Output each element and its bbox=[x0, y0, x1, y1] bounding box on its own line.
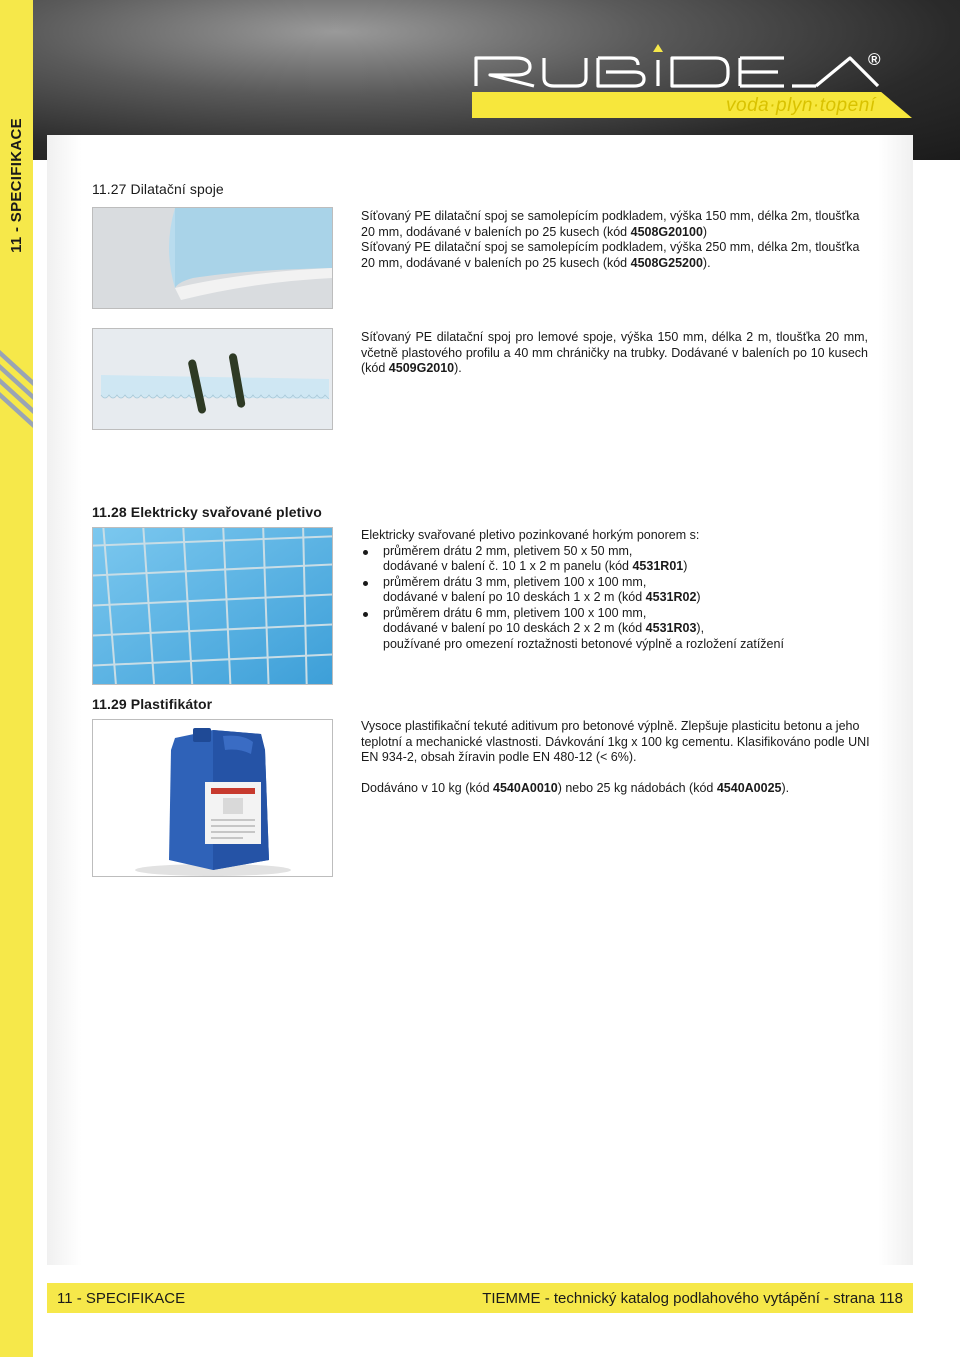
brand-slogan: voda·plyn·topení bbox=[726, 95, 876, 116]
photo-dilatation-strip bbox=[92, 207, 333, 309]
side-decor-stripes bbox=[0, 340, 33, 430]
code-4531R01: 4531R01 bbox=[632, 559, 684, 573]
mesh-b2-line1: průměrem drátu 3 mm, pletivem 100 x 100 mm, bbox=[383, 574, 647, 589]
footer-section-label: 11 - SPECIFIKACE bbox=[57, 1289, 186, 1307]
page-footer bbox=[47, 1283, 913, 1313]
item1-p2-end: ). bbox=[702, 255, 711, 270]
item2-end: ). bbox=[454, 361, 462, 375]
text-dilatation-item2 bbox=[361, 330, 868, 377]
section-title-11-28: 11.28 Elektricky svařované pletivo bbox=[92, 504, 322, 520]
mesh-b1-line1: průměrem drátu 2 mm, pletivem 50 x 50 mm, bbox=[383, 543, 633, 558]
code-4508G20100: 4508G20100 bbox=[630, 224, 703, 239]
plasticizer-pack-text2: ) nebo 25 kg nádobách (kód bbox=[557, 780, 717, 795]
photo-plasticizer-canister bbox=[92, 719, 333, 877]
registered-mark: ® bbox=[868, 50, 881, 69]
mesh-intro: Elektricky svařované pletivo pozinkované horkým ponorem s: bbox=[361, 528, 700, 542]
footer-catalog-page: TIEMME - technický katalog podlahového vytápění - strana 118 bbox=[482, 1289, 903, 1307]
plasticizer-packaging bbox=[361, 781, 873, 797]
mesh-b1-end: ) bbox=[683, 559, 688, 573]
code-4540A0025: 4540A0025 bbox=[716, 780, 782, 795]
item1-p2-text: Síťovaný PE dilatační spoj se samolepícím podkladem, výška 250 mm, délka 2m, tloušťka 20 mm, dodávané v baleních po 25 kusech (kód bbox=[361, 240, 860, 270]
code-4531R02: 4531R02 bbox=[645, 590, 697, 604]
item1-p1-text: Síťovaný PE dilatační spoj se samolepícím podkladem, výška 150 mm, délka 2m, tloušťka 20 mm, dodávané v baleních po 25 kusech (kód bbox=[361, 209, 860, 239]
plasticizer-description: Vysoce plastifikační tekuté aditivum pro betonové výplně. Zlepšuje plasticitu betonu a jeho teplotní a mechanické vlastnosti. Dávkování 1kg x 100 kg cementu. Klasifikováno podle UNI EN 934-2, obsah žíravin podle EN 480-12 (< 6%). bbox=[361, 719, 870, 764]
mesh-bullet-list bbox=[361, 544, 881, 653]
mesh-b1-line2: dodávané v balení č. 10 1 x 2 m panelu (kód bbox=[383, 559, 633, 573]
item2-text: Síťovaný PE dilatační spoj pro lemové spoje, výška 150 mm, délka 2 m, tloušťka 20 mm, včetně plastového profilu a 40 mm chráničky na trubky. Dodávané v baleních po 10 kusech (kód bbox=[361, 330, 868, 375]
mesh-bullet-3 bbox=[361, 606, 881, 653]
brand-logo bbox=[472, 38, 892, 103]
code-4509G2010: 4509G2010 bbox=[388, 361, 455, 375]
code-4540A0010: 4540A0010 bbox=[493, 780, 558, 795]
mesh-b3-line3: používané pro omezení roztažnosti betonové výplně a rozložení zatížení bbox=[383, 636, 784, 651]
code-4508G25200: 4508G25200 bbox=[630, 255, 703, 270]
text-plasticizer bbox=[361, 719, 873, 796]
text-dilatation-item1 bbox=[361, 209, 871, 271]
photo-edge-joint bbox=[92, 328, 333, 430]
plasticizer-pack-text3: ). bbox=[781, 780, 790, 795]
mesh-b3-end: ), bbox=[696, 621, 705, 635]
mesh-b3-line1: průměrem drátu 6 mm, pletivem 100 x 100 mm, bbox=[383, 605, 647, 620]
plasticizer-pack-text1: Dodáváno v 10 kg (kód bbox=[361, 780, 494, 795]
mesh-b2-line2: dodávané v balení po 10 deskách 1 x 2 m (kód bbox=[383, 590, 646, 604]
mesh-b2-end: ) bbox=[696, 590, 701, 604]
side-tab-label: 11 - SPECIFIKACE bbox=[8, 117, 25, 253]
photo-welded-mesh bbox=[92, 527, 333, 685]
mesh-bullet-2 bbox=[361, 575, 881, 606]
text-welded-mesh bbox=[361, 528, 881, 652]
code-4531R03: 4531R03 bbox=[645, 621, 697, 635]
item1-p1-end: ) bbox=[702, 224, 708, 239]
mesh-bullet-1 bbox=[361, 544, 881, 575]
side-tab-label-wrap bbox=[0, 117, 33, 253]
section-title-11-27: 11.27 Dilatační spoje bbox=[92, 181, 224, 197]
section-title-11-29: 11.29 Plastifikátor bbox=[92, 696, 213, 712]
mesh-b3-line2: dodávané v balení po 10 deskách 2 x 2 m (kód bbox=[383, 621, 646, 635]
